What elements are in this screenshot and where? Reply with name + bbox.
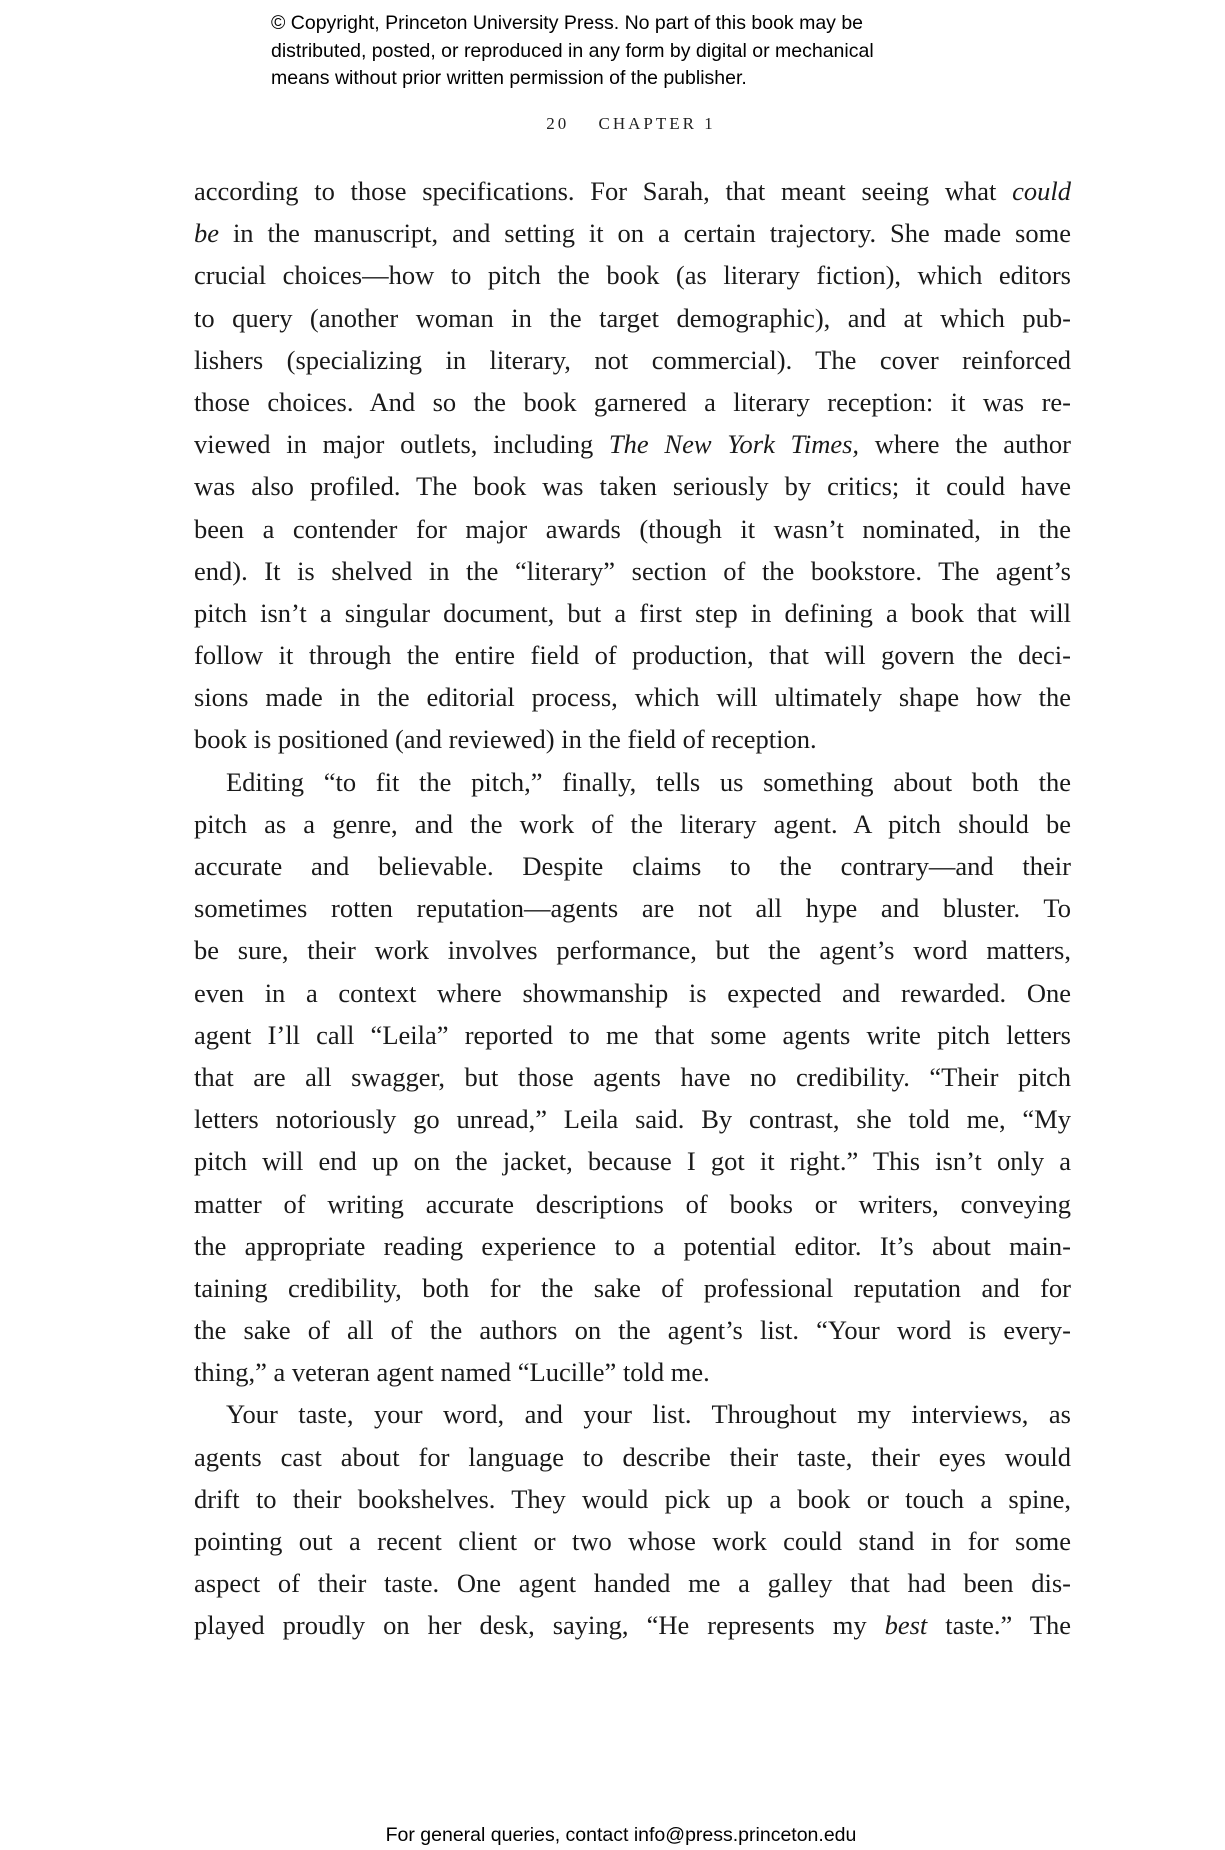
footer-contact: For general queries, contact info@press.princeton.edu [385, 1824, 857, 1846]
text-segment: was also profiled. The book was taken seriously by critics; it could have [194, 471, 1071, 502]
text-line [194, 1140, 1071, 1182]
text-segment: played proudly on her desk, saying, “He represents my [194, 1610, 885, 1641]
italic-text: best [884, 1610, 928, 1641]
text-segment: Editing “to fit the pitch,” finally, tells us something about both the [226, 766, 1071, 797]
text-segment: end). It is shelved in the “literary” section of the bookstore. The agent’s [194, 555, 1071, 586]
text-line [194, 1183, 1071, 1225]
text-line [194, 718, 1071, 760]
text-segment: Your taste, your word, and your list. Throughout my interviews, as [226, 1399, 1071, 1430]
text-segment: the sake of all of the authors on the agent’s list. “Your word is every- [194, 1315, 1071, 1346]
text-line [194, 1562, 1071, 1604]
text-segment: pitch as a genre, and the work of the literary agent. A pitch should be [194, 808, 1071, 839]
text-line [194, 1478, 1071, 1520]
text-segment: matter of writing accurate descriptions of books or writers, conveying [194, 1188, 1071, 1219]
running-head [0, 114, 1225, 134]
text-segment: taste.” The [927, 1610, 1071, 1641]
text-line [194, 423, 1071, 465]
text-segment: taining credibility, both for the sake of professional reputation and for [194, 1272, 1071, 1303]
text-line [194, 1056, 1071, 1098]
text-line [194, 1098, 1071, 1140]
text-segment: drift to their bookshelves. They would pick up a book or touch a spine, [194, 1483, 1071, 1514]
text-segment: pitch will end up on the jacket, because I got it right.” This isn’t only a [194, 1146, 1071, 1177]
text-line [194, 212, 1071, 254]
chapter-label: CHAPTER 1 [598, 114, 716, 133]
text-segment: in the manuscript, and setting it on a certain trajectory. She made some [219, 218, 1071, 249]
text-segment: sometimes rotten reputation—agents are not all hype and bluster. To [194, 893, 1071, 924]
text-line [194, 761, 1071, 803]
italic-text: be [194, 218, 220, 249]
text-segment: the appropriate reading experience to a potential editor. It’s about main- [194, 1230, 1071, 1261]
text-line [194, 676, 1071, 718]
body-text [194, 170, 1071, 1647]
text-segment: pitch isn’t a singular document, but a first step in defining a book that will [194, 597, 1071, 628]
text-line [194, 381, 1071, 423]
text-segment: agent I’ll call “Leila” reported to me that some agents write pitch letters [194, 1019, 1071, 1050]
text-segment: according to those specifications. For Sarah, that meant seeing what [194, 176, 1013, 206]
text-segment: where the author [859, 429, 1072, 460]
text-line [194, 550, 1071, 592]
text-line [194, 1393, 1071, 1435]
italic-text: The New York Times, [608, 429, 860, 460]
text-segment: follow it through the entire field of production, that will govern the deci- [194, 640, 1071, 671]
text-line [194, 508, 1071, 550]
text-line [194, 845, 1071, 887]
text-line [194, 465, 1071, 507]
text-line [194, 1436, 1071, 1478]
text-line [194, 634, 1071, 676]
text-line [194, 1520, 1071, 1562]
text-line [194, 929, 1071, 971]
text-line [194, 339, 1071, 381]
text-line [194, 254, 1071, 296]
text-segment: even in a context where showmanship is expected and rewarded. One [194, 977, 1071, 1008]
text-line [194, 1351, 1071, 1393]
text-segment: be sure, their work involves performance, but the agent’s word matters, [194, 935, 1071, 966]
text-segment: been a contender for major awards (though it wasn’t nominated, in the [194, 513, 1071, 544]
text-line [194, 170, 1071, 212]
text-line [194, 972, 1071, 1014]
text-line [194, 1309, 1071, 1351]
text-segment: thing,” a veteran agent named “Lucille” told me. [194, 1357, 710, 1388]
text-segment: sions made in the editorial process, which will ultimately shape how the [194, 682, 1071, 713]
text-line [194, 1604, 1071, 1646]
text-line [194, 803, 1071, 845]
text-segment: viewed in major outlets, including [194, 429, 609, 460]
text-segment: accurate and believable. Despite claims to the contrary—and their [194, 851, 1071, 881]
text-line [194, 887, 1071, 929]
text-segment: those choices. And so the book garnered a literary reception: it was re- [194, 386, 1071, 417]
copyright-line: means without prior written permission of the publisher. [271, 67, 747, 89]
text-segment: book is positioned (and reviewed) in the field of reception. [194, 724, 817, 755]
text-line [194, 297, 1071, 339]
copyright-notice [271, 10, 874, 93]
text-segment: to query (another woman in the target demographic), and at which pub- [194, 302, 1071, 333]
text-segment: that are all swagger, but those agents have no credibility. “Their pitch [194, 1061, 1071, 1092]
text-line [194, 592, 1071, 634]
text-segment: crucial choices—how to pitch the book (as literary fiction), which editors [194, 260, 1071, 291]
copyright-line: distributed, posted, or reproduced in any form by digital or mechanical [271, 39, 874, 62]
text-segment: lishers (specializing in literary, not commercial). The cover reinforced [194, 344, 1071, 375]
text-segment: letters notoriously go unread,” Leila said. By contrast, she told me, “My [194, 1104, 1071, 1135]
page-number: 20 [546, 114, 570, 133]
text-line [194, 1267, 1071, 1309]
copyright-line: © Copyright, Princeton University Press. No part of this book may be [271, 12, 864, 34]
text-segment: pointing out a recent client or two whose work could stand in for some [194, 1526, 1071, 1556]
text-segment: aspect of their taste. One agent handed me a galley that had been dis- [194, 1568, 1071, 1599]
text-line [194, 1014, 1071, 1056]
italic-text: could [1012, 176, 1071, 206]
text-segment: agents cast about for language to describe their taste, their eyes would [194, 1441, 1071, 1472]
text-line [194, 1225, 1071, 1267]
